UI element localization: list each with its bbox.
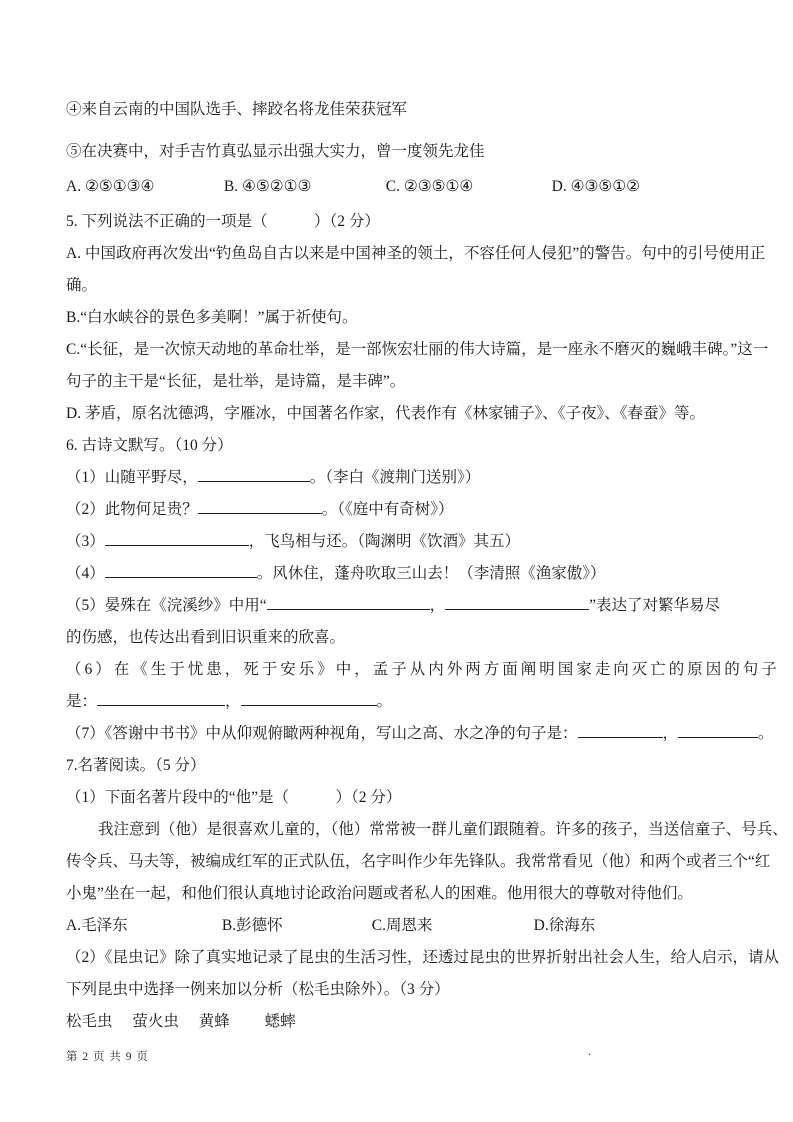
answer-blank-line	[241, 691, 377, 706]
q6-6-pre-text: 是：	[66, 693, 98, 710]
question-6-blank-3	[66, 526, 736, 558]
q6-6-line1-text: （6）在《生于忧患，死于安乐》中，孟子从内外两方面阐明国家走向灭亡的原因的句子	[66, 661, 780, 678]
insect-option-songmaochong: 松毛虫	[66, 1013, 113, 1030]
answer-blank-line	[678, 723, 758, 738]
q7-sub2-text1: （2）《昆虫记》除了真实地记录了昆虫的生活习性，还透过昆虫的世界折射出社会人生，给人启示，请从	[66, 949, 780, 966]
question-5-option-c-text2: 句子的主干是“长征，是壮举，是诗篇，是丰碑”。	[66, 373, 406, 390]
question-7-stem-text: 7.名著阅读。（5 分）	[66, 757, 206, 774]
question-4-option-a: A. ②⑤①③④	[66, 178, 155, 195]
question-7-option-b: B.彭德怀	[221, 917, 283, 934]
question-5-option-a-line2	[66, 270, 736, 302]
answer-blank-line	[578, 723, 663, 738]
sentence-item-4	[66, 94, 736, 126]
q7-sub2-text2: 下列昆虫中选择一例来加以分析（松毛虫除外）。（3 分）	[66, 981, 450, 998]
insect-option-yinghuochong: 萤火虫	[132, 1013, 179, 1030]
q6-5-mid-text: ，	[429, 597, 446, 614]
question-4-option-b: B. ④⑤②①③	[223, 178, 312, 195]
question-6-blank-5-line2	[66, 622, 736, 654]
question-4-option-c: C. ②③⑤①④	[385, 178, 474, 195]
question-5-option-b-text: B.“白水峡谷的景色多美啊！”属于祈使句。	[66, 309, 358, 326]
question-6-blank-6-line2	[66, 686, 736, 718]
answer-blank-line	[198, 499, 322, 514]
q6-1-pre-text: （1）山随平野尽，	[66, 469, 198, 486]
question-6-blank-4	[66, 558, 736, 590]
answer-blank-line	[198, 467, 310, 482]
question-6-blank-5-line1	[66, 590, 736, 622]
question-7-passage-line3	[66, 878, 736, 910]
answer-blank-line	[105, 531, 249, 546]
q6-4-post-text: 。风休住，蓬舟吹取三山去！（李清照《渔家傲》）	[256, 565, 606, 582]
question-7-option-c: C.周恩来	[371, 917, 433, 934]
sentence-item-5-text: ⑤在决赛中，对手吉竹真弘显示出强大实力，曾一度领先龙佳	[66, 143, 485, 160]
question-7-sub2-line2	[66, 974, 736, 1006]
insect-option-huangfeng: 黄蜂	[198, 1013, 230, 1030]
question-7-passage-line2	[66, 846, 771, 878]
question-5-option-d-text: D. 茅盾，原名沈德鸿，字雁冰，中国著名作家，代表作有《林家铺子》、《子夜》、《春蚕》等。	[66, 405, 705, 422]
answer-blank-line	[105, 563, 257, 578]
q6-5-cont-text: 的伤感，也传达出看到旧识重来的欣喜。	[66, 629, 346, 646]
question-7-option-a: A.毛泽东	[66, 917, 128, 934]
answer-blank-line	[267, 595, 430, 610]
question-5-option-c-line1	[66, 334, 769, 366]
page-content	[66, 94, 788, 1038]
q7-passage-text2: 传令兵、马夫等，被编成红军的正式队伍，名字叫作少年先锋队。我常常看见（他）和两个或者三个“红	[66, 853, 771, 870]
question-5-option-a-line1	[66, 238, 766, 270]
q6-5-pre-text: （5）晏殊在《浣溪纱》中用“	[66, 597, 267, 614]
q6-2-pre-text: （2）此物何足贵？	[66, 501, 198, 518]
question-5-option-c-text1: C.“长征，是一次惊天动地的革命壮举，是一部恢宏壮丽的伟大诗篇，是一座永不磨灭的巍峨丰碑。”这一	[66, 341, 769, 358]
answer-blank-line	[97, 691, 225, 706]
question-6-blank-2	[66, 494, 736, 526]
question-5-option-d	[66, 398, 736, 430]
question-7-passage-line1	[66, 814, 788, 846]
question-6-blank-6-line1	[66, 654, 780, 686]
question-6-blank-7	[66, 718, 774, 750]
question-6-blank-1	[66, 462, 736, 494]
q6-4-pre-text: （4）	[66, 565, 105, 582]
question-7-insect-list	[66, 1006, 736, 1038]
sentence-item-4-text: ④来自云南的中国队选手、摔跤名将龙佳荣获冠军	[66, 101, 408, 118]
question-4-options-row	[66, 171, 736, 203]
q7-passage-text3: 小鬼”坐在一起，和他们很认真地讨论政治问题或者私人的困难。他用很大的尊敬对待他们。	[66, 885, 693, 902]
question-6-stem-text: 6. 古诗文默写。（10 分）	[66, 437, 233, 454]
answer-blank-line	[445, 595, 589, 610]
question-5-option-c-line2	[66, 366, 736, 398]
page-number-footer	[66, 1048, 149, 1064]
stray-dot-text: .	[588, 1044, 591, 1058]
q6-6-post-text: 。	[376, 693, 393, 710]
q6-7-post-text: 。	[758, 725, 774, 742]
question-5-option-b	[66, 302, 736, 334]
question-7-sub1-options-row	[66, 910, 736, 942]
question-5-stem	[66, 206, 736, 238]
q6-1-post-text: 。（李白《渡荆门送别》）	[309, 469, 481, 486]
question-7-option-d: D.徐海东	[533, 917, 596, 934]
question-4-option-d: D. ④③⑤①②	[551, 178, 641, 195]
question-5-option-a-text2: 确。	[66, 277, 98, 294]
question-7-sub1-stem	[66, 782, 736, 814]
q6-7-pre-text: （7）《答谢中书书》中从仰观俯瞰两种视角，写山之高、水之净的句子是：	[66, 725, 578, 742]
q6-3-post-text: ，飞鸟相与还。（陶渊明《饮酒》其五）	[248, 533, 521, 550]
q6-5-post-text: ”表达了对繁华易尽	[589, 597, 721, 614]
page-number-label: 第 2 页 共 9 页	[66, 1051, 149, 1063]
q6-6-mid-text: ，	[225, 693, 241, 710]
question-5-stem-text: 5. 下列说法不正确的一项是（ ）（2 分）	[66, 213, 380, 230]
question-6-stem	[66, 430, 736, 462]
question-7-sub1-stem-text: （1）下面名著片段中的“他”是（ ）（2 分）	[66, 789, 402, 806]
q6-3-pre-text: （3）	[66, 533, 105, 550]
q6-7-mid-text: ，	[662, 725, 679, 742]
insect-option-xishuai: 蟋蟀	[264, 1013, 296, 1030]
sentence-item-5	[66, 136, 736, 168]
question-7-sub2-line1	[66, 942, 780, 974]
question-7-stem	[66, 750, 736, 782]
q7-passage-text1: 我注意到（他）是很喜欢儿童的，（他）常常被一群儿童们跟随着。许多的孩子，当送信童子、号兵、	[98, 821, 788, 838]
stray-dot-mark	[588, 1044, 591, 1059]
question-5-option-a-text1: A. 中国政府再次发出“钓鱼岛自古以来是中国神圣的领土，不容任何人侵犯”的警告。句中的引号使用正	[66, 245, 766, 262]
q6-2-post-text: 。（《庭中有奇树》）	[321, 501, 454, 518]
